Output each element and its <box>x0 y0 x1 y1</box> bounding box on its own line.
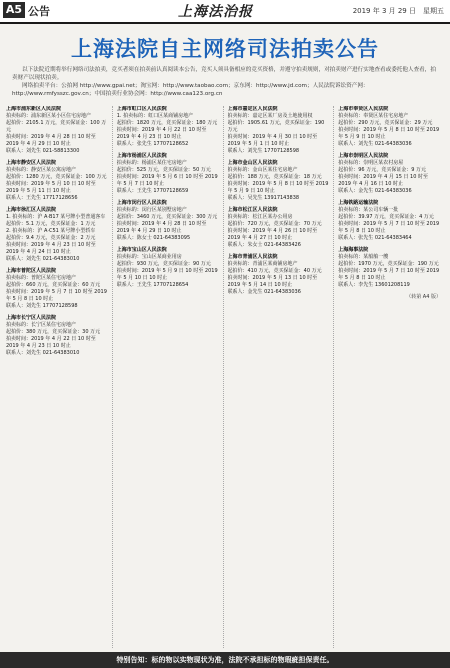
listing-line: 起拍价：930 万元，竞买保证金：90 万元 <box>116 261 211 267</box>
auction-listing <box>228 106 331 155</box>
listing-line: 起拍价：660 万元，竞买保证金：60 万元 <box>6 282 101 288</box>
auction-listing <box>117 153 220 195</box>
listing-line: 拍卖标的：松江区某办公用房 <box>227 214 293 220</box>
section-label: 公告 <box>28 5 50 18</box>
auction-listing <box>6 160 109 202</box>
listing-line: 2. 拍卖标的：沪 A·C51 某号牌小型轿车 <box>6 228 96 234</box>
listing-line: 拍卖标的：金山区某住宅房地产 <box>227 167 298 173</box>
listing-column <box>6 106 113 648</box>
listing-line: 起拍价：1970 万元，竞买保证金：190 万元 <box>338 261 439 267</box>
footer-notice: 特别告知：标的物以实物现状为准，法院不承担标的物瑕疵担保责任。 <box>0 652 450 668</box>
listing-line: 拍卖时间：2019 年 5 月 10 日 10 时至 2019 年 5 月 11 日 10 时止 <box>6 181 96 194</box>
auction-listing <box>117 247 220 289</box>
listing-line: 拍卖时间：2019 年 5 月 8 日 10 时至 2019 年 5 月 9 日 10 时止 <box>338 127 440 140</box>
listing-line: 拍卖时间：2019 年 4 月 26 日 10 时至 2019 年 4 月 27 日 10 时止 <box>227 228 318 241</box>
listing-line: 联系人：李先生 13601208119 <box>338 282 410 288</box>
listing-column <box>117 106 224 648</box>
intro-paragraph: 网络拍卖平台：公拍网 http://www.gpai.net；淘宝网：http://www.taobao.com；京东网：http://www.jd.com；人民法院诉讼资产网：http://www.rmfysszc.gov.cn；中国拍卖行业协会网：http://www.caa123.org.cn <box>12 83 369 97</box>
listing-line: 联系人：刘先生 17707128598 <box>227 148 300 154</box>
listing-line: 联系人：王先生 17707128659 <box>116 188 189 194</box>
listing-line: 起拍价：2105.1 万元，竞买保证金：100 万元 <box>6 120 107 133</box>
auction-listing <box>338 200 441 242</box>
listing-line: 拍卖时间：2019 年 5 月 7 日 10 时至 2019 年 5 月 8 日 10 时止 <box>338 221 440 234</box>
listing-line: 拍卖标的：普陀区某住宅房地产 <box>6 275 77 281</box>
listing-line: 联系人：王先生 17717128656 <box>6 195 78 201</box>
listing-line: 拍卖时间：2019 年 4 月 22 日 10 时至 2019 年 4 月 23 日 10 时止 <box>116 127 207 140</box>
page-number: A5 <box>3 2 25 18</box>
listing-line: 联系人：刘先生 17707128598 <box>6 303 78 309</box>
court-name: 上海市虹口区人民法院 <box>116 106 167 112</box>
listing-line: 拍卖时间：2019 年 4 月 22 日 10 时至 2019 年 4 月 23 日 10 时止 <box>6 336 96 349</box>
auction-listing <box>6 315 109 357</box>
court-name: 上海市金山区人民法院 <box>227 160 278 166</box>
listing-line: 拍卖标的：某公司车辆一批 <box>338 207 399 213</box>
listing-line: 联系人：刘先生 021-58813300 <box>6 148 80 154</box>
listing-line: 拍卖标的：浦东新区某小区住宅房地产 <box>6 113 92 119</box>
listing-line: 联系人：刘先生 021-64383010 <box>6 256 80 262</box>
masthead <box>0 0 450 24</box>
listing-line: 拍卖标的：青浦区某商铺房地产 <box>227 261 298 267</box>
court-name: 上海市徐汇区人民法院 <box>6 207 57 213</box>
court-name: 上海铁路运输法院 <box>338 200 379 206</box>
listing-line: 起拍价：96 万元，竞买保证金：9 万元 <box>338 167 426 173</box>
auction-listing <box>228 207 331 249</box>
listing-line: 起拍价：1820 万元，竞买保证金：180 万元 <box>116 120 218 126</box>
court-name: 上海市青浦区人民法院 <box>227 254 278 260</box>
court-name: 上海市宝山区人民法院 <box>116 247 167 253</box>
court-name: 上海市松江区人民法院 <box>227 207 278 213</box>
listing-line: 拍卖标的：宝山区某商业用房 <box>116 254 182 260</box>
auction-listing <box>6 207 109 263</box>
listing-line: 起拍价：525 万元，竞买保证金：50 万元 <box>116 167 211 173</box>
auction-columns <box>6 106 444 648</box>
auction-listing <box>117 200 220 242</box>
court-name: 上海市嘉定区人民法院 <box>227 106 278 112</box>
court-name: 上海市普陀区人民法院 <box>6 268 57 274</box>
listing-line: 联系人：刘先生 021-64383036 <box>338 141 412 147</box>
listing-line: 拍卖时间：2019 年 5 月 6 日 10 时至 2019 年 5 月 7 日 10 时止 <box>116 174 218 187</box>
issue-date: 2019 年 3 月 29 日 星期五 <box>352 7 444 15</box>
listing-line: 拍卖时间：2019 年 5 月 7 日 10 时至 2019 年 5 月 8 日 10 时止 <box>338 268 440 281</box>
auction-listing <box>338 153 441 195</box>
intro-text <box>12 66 438 98</box>
listing-line: 拍卖标的：崇明区某农村房屋 <box>338 160 404 166</box>
listing-line: 联系人：金先生 021-64383036 <box>227 289 301 295</box>
listing-line: 联系人：金先生 021-64383036 <box>338 188 412 194</box>
listing-line: 联系人：刘先生 021-64383010 <box>6 350 80 356</box>
auction-listing <box>6 106 109 155</box>
listing-line: 拍卖时间：2019 年 5 月 9 日 10 时至 2019 年 5 月 10 日 10 时止 <box>116 268 218 281</box>
auction-listing <box>338 247 441 289</box>
auction-listing <box>228 254 331 296</box>
listing-line: 起拍价：1905.61 万元，竞买保证金：190 万元 <box>227 120 325 133</box>
court-name: 上海市长宁区人民法院 <box>6 315 57 321</box>
court-name: 上海海事法院 <box>338 247 369 253</box>
listing-line: 起拍价：3460 万元，竞买保证金：300 万元 <box>116 214 218 220</box>
listing-line: 起拍价：5.1 万元，竞买保证金：1 万元 <box>6 221 96 227</box>
auction-listing <box>117 106 220 148</box>
auction-listing <box>6 268 109 310</box>
listing-line: 拍卖时间：2019 年 5 月 13 日 10 时至 2019 年 5 月 14 日 10 时止 <box>227 275 318 288</box>
listing-line: 拍卖时间：2019 年 4 月 28 日 10 时至 2019 年 4 月 29 日 10 时止 <box>6 134 96 147</box>
listing-line: 联系人：王先生 17707128654 <box>116 282 189 288</box>
listing-line: 起拍价：720 万元，竞买保证金：70 万元 <box>227 221 322 227</box>
listing-line: 1. 拍卖标的：虹口区某商铺房地产 <box>116 113 194 119</box>
court-name: 上海市闵行区人民法院 <box>116 200 167 206</box>
listing-line: 起拍价：410 万元，竞买保证金：40 万元 <box>227 268 322 274</box>
listing-column <box>338 106 444 648</box>
court-name: 上海市静安区人民法院 <box>6 160 57 166</box>
header-rule <box>0 22 450 24</box>
listing-line: 拍卖标的：嘉定区某厂房及土地使用权 <box>227 113 313 119</box>
listing-line: 联系人：吴先生 13917143838 <box>227 195 300 201</box>
continued-note: （转第 A4 版） <box>406 294 441 300</box>
page-title: 上海法院自主网络司法拍卖公告 <box>71 37 379 61</box>
listing-line: 起拍价：9.4 万元，竞买保证金：2 万元 <box>6 235 96 241</box>
listing-line: 起拍价：188 万元，竞买保证金：18 万元 <box>227 174 322 180</box>
listing-line: 拍卖时间：2019 年 4 月 28 日 10 时至 2019 年 4 月 29 日 10 时止 <box>116 221 207 234</box>
listing-column <box>228 106 335 648</box>
listing-line: 拍卖标的：杨浦区某住宅房地产 <box>116 160 187 166</box>
listing-line: 拍卖时间：2019 年 5 月 8 日 10 时至 2019 年 5 月 9 日 10 时止 <box>227 181 329 194</box>
newspaper-logo: 上海法治报 <box>178 4 253 20</box>
listing-line: 拍卖标的：闵行区某别墅房地产 <box>116 207 187 213</box>
listing-line: 起拍价：290 万元，竞买保证金：29 万元 <box>338 120 433 126</box>
listing-line: 起拍价：1280 万元，竞买保证金：100 万元 <box>6 174 107 180</box>
court-name: 上海市杨浦区人民法院 <box>116 153 167 159</box>
listing-line: 拍卖标的：静安区某公寓房地产 <box>6 167 77 173</box>
auction-listing <box>228 160 331 202</box>
listing-line: 拍卖标的：某船舶一艘 <box>338 254 389 260</box>
listing-line: 联系人：张先生 17707128652 <box>116 141 189 147</box>
listing-line: 联系人：张先生 021-64383464 <box>338 235 412 241</box>
intro-paragraph: 以下法院近期将举行网络司法拍卖，竞买者须在拍卖前认真阅读本公告，竞买人须具备相应的竞买资格，并遵守拍卖规则，对拍卖财产进行实地查看或委托他人查看，拍卖财产以现状拍卖。 <box>12 67 436 81</box>
listing-line: 拍卖标的：奉贤区某住宅房地产 <box>338 113 409 119</box>
listing-line: 起拍价：39.97 万元，竞买保证金：4 万元 <box>338 214 434 220</box>
court-name: 上海市奉贤区人民法院 <box>338 106 389 112</box>
listing-line: 联系人：陈女士 021-64383095 <box>116 235 191 241</box>
listing-line: 拍卖标的：长宁区某住宅房地产 <box>6 322 77 328</box>
listing-line: 拍卖时间：2019 年 4 月 30 日 10 时至 2019 年 5 月 1 日 10 时止 <box>227 134 318 147</box>
listing-line: 起拍价：380 万元，竞买保证金：30 万元 <box>6 329 101 335</box>
listing-line: 1. 拍卖标的：沪 A·B17 某号牌小型普通客车 <box>6 214 106 220</box>
listing-line: 拍卖时间：2019 年 5 月 7 日 10 时至 2019 年 5 月 8 日 10 时止 <box>6 289 107 302</box>
listing-line: 联系人：朱女士 021-64383426 <box>227 242 301 248</box>
auction-listing <box>338 106 441 148</box>
court-name: 上海市崇明区人民法院 <box>338 153 389 159</box>
court-name: 上海市浦东新区人民法院 <box>6 106 62 112</box>
listing-line: 拍卖时间：2019 年 4 月 15 日 10 时至 2019 年 4 月 16 日 10 时止 <box>338 174 429 187</box>
listing-line: 拍卖时间：2019 年 4 月 23 日 10 时至 2019 年 4 月 24 日 10 时止 <box>6 242 96 255</box>
